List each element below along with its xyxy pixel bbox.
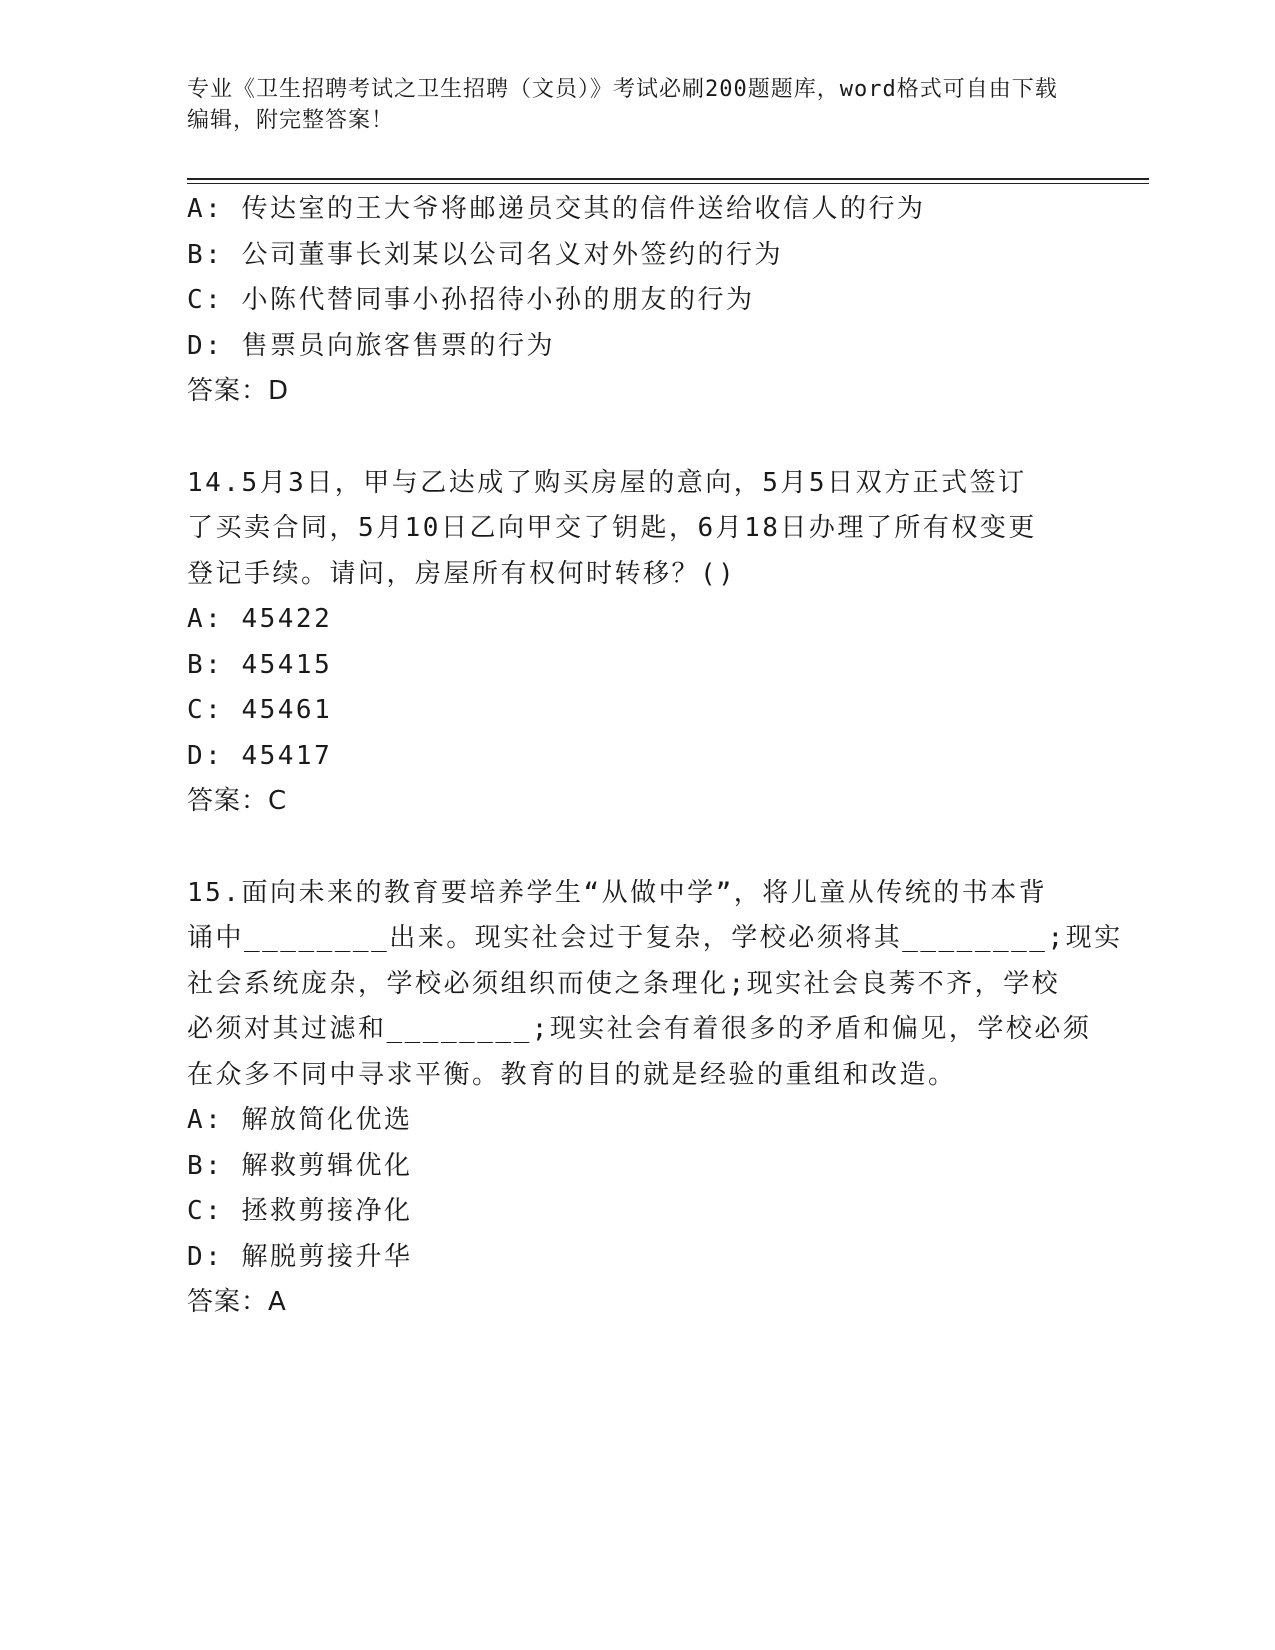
question-15 — [187, 871, 1123, 1326]
option-a: A: 传达室的王大爷将邮递员交其的信件送给收信人的行为 — [187, 194, 926, 224]
option-d: D: 45417 — [187, 740, 333, 771]
option-b: B: 解救剪辑优化 — [187, 1150, 413, 1181]
question-text-line: 15.面向未来的教育要培养学生“从做中学”，将儿童从传统的书本背 — [187, 877, 1048, 908]
option-d: D: 解脱剪接升华 — [187, 1241, 413, 1272]
option-b: B: 公司董事长刘某以公司名义对外签约的行为 — [187, 239, 783, 270]
question-text-line: 在众多不同中寻求平衡。教育的目的就是经验的重组和改造。 — [187, 1059, 957, 1090]
question-text-line: 必须对其过滤和________;现实社会有着很多的矛盾和偏见，学校必须 — [187, 1014, 1092, 1044]
question-text-line: 诵中________出来。现实社会过于复杂，学校必须将其________;现实 — [187, 923, 1123, 953]
header-divider-thin — [187, 183, 1149, 184]
header-text: 专业《卫生招聘考试之卫生招聘（文员）》考试必刷200题题库，word格式可自由下载编辑，附完整答案！ — [187, 77, 1058, 133]
question-13 — [187, 187, 1077, 415]
option-c: C: 拯救剪接净化 — [187, 1196, 413, 1226]
question-text-line: 社会系统庞杂，学校必须组织而使之条理化;现实社会良莠不齐，学校 — [187, 968, 1061, 999]
answer-line: 答案：A — [187, 1287, 287, 1317]
option-b: B: 45415 — [187, 649, 333, 680]
question-text-line: 登记手续。请问，房屋所有权何时转移？() — [187, 558, 737, 589]
option-c: C: 45461 — [187, 695, 333, 725]
option-d: D: 售票员向旅客售票的行为 — [187, 330, 555, 361]
option-c: C: 小陈代替同事小孙招待小孙的朋友的行为 — [187, 285, 755, 315]
document-body — [187, 187, 1123, 1326]
option-a: A: 45422 — [187, 604, 333, 634]
option-a: A: 解放简化优选 — [187, 1105, 413, 1135]
question-text-line: 了买卖合同，5月10日乙向甲交了钥匙，6月18日办理了所有权变更 — [187, 513, 1037, 543]
document-header — [187, 74, 1067, 136]
answer-line: 答案：C — [187, 786, 288, 816]
answer-line: 答案：D — [187, 376, 290, 406]
header-divider-thick — [187, 178, 1149, 180]
question-text-line: 14.5月3日，甲与乙达成了购买房屋的意向，5月5日双方正式签订 — [187, 467, 1027, 498]
question-14 — [187, 461, 1077, 825]
